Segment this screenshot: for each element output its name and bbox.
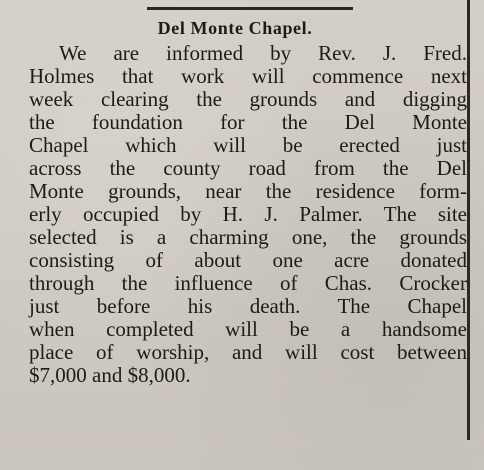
article-body [29,42,467,387]
text-line: We are informed by Rev. J. Fred. [59,41,467,65]
text-line: across the county road from the Del [29,156,467,180]
text-line: consisting of about one acre donated [29,248,467,272]
text-line: Holmes that work will commence next [29,64,467,88]
text-line: just before his death. The Chapel [29,294,467,318]
article-title: Del Monte Chapel. [157,18,313,38]
text-line: Chapel which will be erected just [29,133,467,157]
text-line: erly occupied by H. J. Palmer. The site [29,202,467,226]
text-line: week clearing the grounds and digging [29,87,467,111]
column-rule [467,0,470,440]
text-line: Monte grounds, near the residence form- [29,179,467,203]
text-line: the foundation for the Del Monte [29,110,467,134]
top-rule [147,7,353,10]
text-line: when completed will be a handsome [29,317,467,341]
text-line: through the influence of Chas. Crocker [29,271,467,295]
text-line: place of worship, and will cost between [29,340,467,364]
text-line: $7,000 and $8,000. [29,363,191,387]
text-line: selected is a charming one, the grounds [29,225,467,249]
